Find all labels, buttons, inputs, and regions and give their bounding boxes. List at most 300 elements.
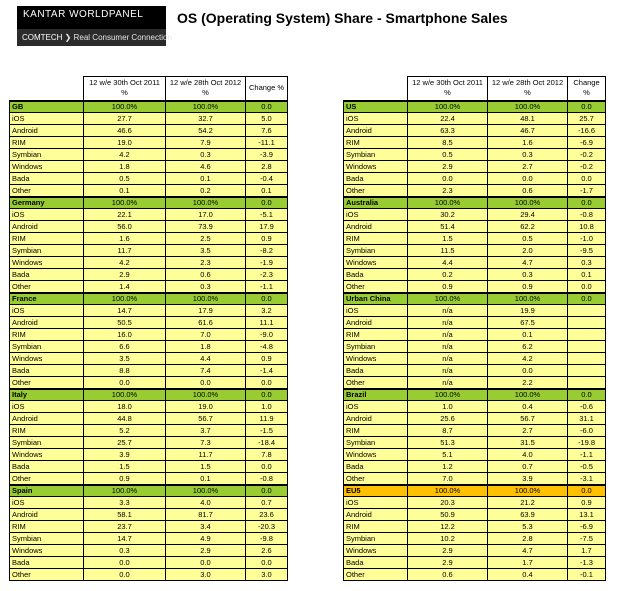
value-cell: 1.5 bbox=[408, 233, 488, 245]
value-cell: -0.2 bbox=[568, 161, 606, 173]
os-name-cell: Bada bbox=[344, 269, 408, 281]
value-cell: 22.4 bbox=[408, 113, 488, 125]
region-total-cell: 0.0 bbox=[568, 101, 606, 113]
os-name-cell: Windows bbox=[344, 545, 408, 557]
table-row bbox=[344, 497, 606, 509]
value-cell: 0.5 bbox=[408, 149, 488, 161]
value-cell: 2.8 bbox=[246, 161, 288, 173]
value-cell: 14.7 bbox=[84, 533, 166, 545]
os-name-cell: Android bbox=[10, 125, 84, 137]
value-cell: -1.9 bbox=[246, 257, 288, 269]
region-total-cell: 0.0 bbox=[568, 293, 606, 305]
value-cell: 3.5 bbox=[84, 353, 166, 365]
table-row bbox=[344, 413, 606, 425]
region-total-row bbox=[344, 197, 606, 209]
value-cell: 0.7 bbox=[488, 461, 568, 473]
os-name-cell: RIM bbox=[344, 329, 408, 341]
value-cell: 1.7 bbox=[568, 545, 606, 557]
value-cell: 6.2 bbox=[488, 341, 568, 353]
value-cell: 48.1 bbox=[488, 113, 568, 125]
os-name-cell: Symbian bbox=[344, 437, 408, 449]
value-cell: 0.9 bbox=[84, 473, 166, 485]
value-cell: -0.4 bbox=[246, 173, 288, 185]
region-total-cell: 100.0% bbox=[84, 101, 166, 113]
value-cell: -0.8 bbox=[246, 473, 288, 485]
table-header-row bbox=[10, 77, 288, 101]
value-cell: 22.1 bbox=[84, 209, 166, 221]
table-row bbox=[344, 365, 606, 377]
value-cell: -11.1 bbox=[246, 137, 288, 149]
logo-comtech: COMTECH bbox=[22, 33, 63, 42]
value-cell: 4.4 bbox=[408, 257, 488, 269]
table-row bbox=[344, 377, 606, 389]
region-total-row bbox=[10, 197, 288, 209]
header-col1: 12 w/e 30th Oct 2011 % bbox=[408, 77, 488, 101]
table-row bbox=[10, 365, 288, 377]
value-cell: 4.2 bbox=[488, 353, 568, 365]
value-cell: 0.0 bbox=[488, 365, 568, 377]
value-cell: 0.0 bbox=[84, 557, 166, 569]
value-cell: -1.1 bbox=[246, 281, 288, 293]
value-cell: 46.6 bbox=[84, 125, 166, 137]
table-row bbox=[10, 161, 288, 173]
value-cell: 0.3 bbox=[488, 149, 568, 161]
kantar-logo bbox=[17, 6, 172, 46]
region-total-cell: 100.0% bbox=[488, 101, 568, 113]
region-name: Australia bbox=[344, 197, 408, 209]
value-cell: -1.4 bbox=[246, 365, 288, 377]
table-row bbox=[10, 449, 288, 461]
value-cell: 54.2 bbox=[166, 125, 246, 137]
value-cell: 1.5 bbox=[166, 461, 246, 473]
value-cell: -9.5 bbox=[568, 245, 606, 257]
os-name-cell: Windows bbox=[10, 449, 84, 461]
value-cell: 11.1 bbox=[246, 317, 288, 329]
value-cell: 19.0 bbox=[166, 401, 246, 413]
value-cell: n/a bbox=[408, 365, 488, 377]
os-name-cell: RIM bbox=[10, 137, 84, 149]
region-total-cell: 100.0% bbox=[166, 101, 246, 113]
table-row bbox=[10, 569, 288, 581]
header-col3: Change % bbox=[246, 77, 288, 101]
right-share-table bbox=[343, 76, 606, 581]
table-row bbox=[10, 209, 288, 221]
value-cell: -0.8 bbox=[568, 209, 606, 221]
table-row bbox=[10, 137, 288, 149]
os-name-cell: RIM bbox=[344, 137, 408, 149]
region-total-cell: 100.0% bbox=[408, 197, 488, 209]
value-cell: 27.7 bbox=[84, 113, 166, 125]
header-col1: 12 w/e 30th Oct 2011 % bbox=[84, 77, 166, 101]
region-name: France bbox=[10, 293, 84, 305]
region-total-row bbox=[344, 101, 606, 113]
table-row bbox=[344, 173, 606, 185]
table-row bbox=[10, 425, 288, 437]
value-cell: 4.9 bbox=[166, 533, 246, 545]
value-cell bbox=[568, 377, 606, 389]
value-cell: 4.7 bbox=[488, 257, 568, 269]
os-name-cell: RIM bbox=[10, 521, 84, 533]
table-row bbox=[344, 317, 606, 329]
table-row bbox=[344, 245, 606, 257]
value-cell: 2.9 bbox=[84, 269, 166, 281]
header-col2: 12 w/e 28th Oct 2012 % bbox=[166, 77, 246, 101]
value-cell: 0.0 bbox=[166, 557, 246, 569]
region-total-cell: 100.0% bbox=[166, 197, 246, 209]
os-name-cell: iOS bbox=[10, 497, 84, 509]
value-cell: -6.9 bbox=[568, 137, 606, 149]
region-name: Italy bbox=[10, 389, 84, 401]
region-total-cell: 100.0% bbox=[488, 485, 568, 497]
region-total-cell: 0.0 bbox=[246, 389, 288, 401]
value-cell: 3.0 bbox=[246, 569, 288, 581]
os-name-cell: Bada bbox=[10, 269, 84, 281]
value-cell: 11.7 bbox=[84, 245, 166, 257]
value-cell: 7.4 bbox=[166, 365, 246, 377]
value-cell: 0.3 bbox=[166, 149, 246, 161]
value-cell: 5.3 bbox=[488, 521, 568, 533]
table-row bbox=[10, 305, 288, 317]
value-cell: -3.9 bbox=[246, 149, 288, 161]
header-blank bbox=[10, 77, 84, 101]
table-row bbox=[344, 353, 606, 365]
os-name-cell: RIM bbox=[10, 233, 84, 245]
value-cell: -1.5 bbox=[246, 425, 288, 437]
table-row bbox=[10, 245, 288, 257]
value-cell: 62.2 bbox=[488, 221, 568, 233]
value-cell bbox=[568, 365, 606, 377]
value-cell: 2.9 bbox=[408, 545, 488, 557]
value-cell: 0.0 bbox=[408, 173, 488, 185]
value-cell: 56.7 bbox=[166, 413, 246, 425]
os-name-cell: iOS bbox=[10, 401, 84, 413]
value-cell: 1.7 bbox=[488, 557, 568, 569]
value-cell: 0.3 bbox=[568, 257, 606, 269]
value-cell: 3.3 bbox=[84, 497, 166, 509]
region-total-cell: 0.0 bbox=[246, 485, 288, 497]
table-row bbox=[344, 305, 606, 317]
value-cell: 16.0 bbox=[84, 329, 166, 341]
region-name: Urban China bbox=[344, 293, 408, 305]
os-name-cell: Symbian bbox=[10, 245, 84, 257]
value-cell: 0.5 bbox=[84, 173, 166, 185]
value-cell: 0.6 bbox=[408, 569, 488, 581]
value-cell: 4.6 bbox=[166, 161, 246, 173]
value-cell: 0.0 bbox=[488, 173, 568, 185]
os-name-cell: Other bbox=[344, 185, 408, 197]
os-name-cell: Android bbox=[10, 509, 84, 521]
value-cell: 0.0 bbox=[568, 173, 606, 185]
value-cell: -5.1 bbox=[246, 209, 288, 221]
value-cell: -8.2 bbox=[246, 245, 288, 257]
region-total-cell: 0.0 bbox=[246, 101, 288, 113]
os-name-cell: RIM bbox=[10, 329, 84, 341]
value-cell: 3.5 bbox=[166, 245, 246, 257]
value-cell: 5.2 bbox=[84, 425, 166, 437]
table-row bbox=[10, 545, 288, 557]
os-name-cell: Android bbox=[10, 317, 84, 329]
region-total-cell: 0.0 bbox=[246, 293, 288, 305]
value-cell: -0.2 bbox=[568, 149, 606, 161]
os-name-cell: Bada bbox=[344, 461, 408, 473]
value-cell: -9.8 bbox=[246, 533, 288, 545]
value-cell: 0.1 bbox=[84, 185, 166, 197]
table-row bbox=[10, 521, 288, 533]
value-cell: 3.7 bbox=[166, 425, 246, 437]
header-col3: Change % bbox=[568, 77, 606, 101]
value-cell: 1.0 bbox=[246, 401, 288, 413]
value-cell: 0.2 bbox=[166, 185, 246, 197]
table-row bbox=[10, 497, 288, 509]
os-name-cell: Symbian bbox=[10, 149, 84, 161]
table-row bbox=[344, 329, 606, 341]
table-row bbox=[10, 149, 288, 161]
table-row bbox=[344, 209, 606, 221]
value-cell: 2.8 bbox=[488, 533, 568, 545]
value-cell: n/a bbox=[408, 353, 488, 365]
table-row bbox=[344, 401, 606, 413]
os-name-cell: Other bbox=[344, 473, 408, 485]
region-total-cell: 0.0 bbox=[246, 197, 288, 209]
os-name-cell: iOS bbox=[10, 209, 84, 221]
value-cell: 2.7 bbox=[488, 425, 568, 437]
table-row bbox=[344, 557, 606, 569]
value-cell: 0.5 bbox=[488, 233, 568, 245]
os-name-cell: Symbian bbox=[344, 245, 408, 257]
region-name: GB bbox=[10, 101, 84, 113]
table-row bbox=[344, 533, 606, 545]
region-total-cell: 100.0% bbox=[408, 101, 488, 113]
os-name-cell: iOS bbox=[344, 401, 408, 413]
table-row bbox=[10, 401, 288, 413]
value-cell: 29.4 bbox=[488, 209, 568, 221]
page-title: OS (Operating System) Share - Smartphone Sales bbox=[177, 10, 508, 26]
os-name-cell: Other bbox=[10, 185, 84, 197]
value-cell bbox=[568, 353, 606, 365]
logo-tagline-bar: COMTECH ❯ Real Consumer Connection bbox=[17, 29, 166, 46]
value-cell: 2.0 bbox=[488, 245, 568, 257]
value-cell: 7.9 bbox=[166, 137, 246, 149]
table-row bbox=[10, 185, 288, 197]
value-cell: 0.3 bbox=[488, 269, 568, 281]
region-total-cell: 100.0% bbox=[166, 293, 246, 305]
value-cell: 4.2 bbox=[84, 257, 166, 269]
os-name-cell: Other bbox=[10, 473, 84, 485]
value-cell: 58.1 bbox=[84, 509, 166, 521]
table-row bbox=[10, 113, 288, 125]
value-cell: 0.1 bbox=[166, 473, 246, 485]
value-cell: 73.9 bbox=[166, 221, 246, 233]
value-cell: 2.5 bbox=[166, 233, 246, 245]
value-cell: n/a bbox=[408, 377, 488, 389]
value-cell: -6.9 bbox=[568, 521, 606, 533]
value-cell: 8.5 bbox=[408, 137, 488, 149]
value-cell: 0.4 bbox=[488, 569, 568, 581]
os-name-cell: Windows bbox=[10, 353, 84, 365]
value-cell: 19.0 bbox=[84, 137, 166, 149]
value-cell: 17.0 bbox=[166, 209, 246, 221]
value-cell: -16.6 bbox=[568, 125, 606, 137]
value-cell: 7.0 bbox=[408, 473, 488, 485]
table-row bbox=[10, 377, 288, 389]
value-cell: 14.7 bbox=[84, 305, 166, 317]
value-cell: 46.7 bbox=[488, 125, 568, 137]
table-row bbox=[344, 281, 606, 293]
value-cell: 51.3 bbox=[408, 437, 488, 449]
value-cell: 2.9 bbox=[166, 545, 246, 557]
value-cell: 4.0 bbox=[166, 497, 246, 509]
value-cell bbox=[568, 317, 606, 329]
os-name-cell: iOS bbox=[10, 113, 84, 125]
value-cell: 2.3 bbox=[166, 257, 246, 269]
value-cell: 30.2 bbox=[408, 209, 488, 221]
value-cell: -0.1 bbox=[568, 569, 606, 581]
region-total-cell: 100.0% bbox=[408, 389, 488, 401]
value-cell: 4.0 bbox=[488, 449, 568, 461]
os-name-cell: iOS bbox=[344, 209, 408, 221]
value-cell bbox=[568, 329, 606, 341]
value-cell: 18.0 bbox=[84, 401, 166, 413]
region-total-row bbox=[344, 293, 606, 305]
table-row bbox=[344, 545, 606, 557]
value-cell: 1.4 bbox=[84, 281, 166, 293]
os-name-cell: Other bbox=[10, 569, 84, 581]
value-cell: 8.8 bbox=[84, 365, 166, 377]
os-name-cell: Android bbox=[344, 221, 408, 233]
table-row bbox=[10, 281, 288, 293]
value-cell: 2.2 bbox=[488, 377, 568, 389]
os-name-cell: Windows bbox=[344, 353, 408, 365]
value-cell: 4.2 bbox=[84, 149, 166, 161]
value-cell: -1.3 bbox=[568, 557, 606, 569]
value-cell: 0.0 bbox=[166, 377, 246, 389]
table-row bbox=[10, 437, 288, 449]
table-row bbox=[344, 521, 606, 533]
table-row bbox=[344, 509, 606, 521]
os-name-cell: Windows bbox=[10, 545, 84, 557]
value-cell: 19.9 bbox=[488, 305, 568, 317]
value-cell: -20.3 bbox=[246, 521, 288, 533]
value-cell: 56.0 bbox=[84, 221, 166, 233]
os-name-cell: Symbian bbox=[10, 533, 84, 545]
region-total-row bbox=[10, 485, 288, 497]
os-name-cell: Other bbox=[344, 569, 408, 581]
value-cell: n/a bbox=[408, 305, 488, 317]
value-cell: 0.9 bbox=[488, 281, 568, 293]
region-total-cell: 100.0% bbox=[84, 389, 166, 401]
table-header-row bbox=[344, 77, 606, 101]
os-name-cell: Windows bbox=[344, 257, 408, 269]
os-name-cell: Bada bbox=[344, 173, 408, 185]
region-total-row bbox=[10, 293, 288, 305]
value-cell: 1.6 bbox=[488, 137, 568, 149]
value-cell: 5.0 bbox=[246, 113, 288, 125]
header-blank bbox=[344, 77, 408, 101]
os-name-cell: Android bbox=[344, 125, 408, 137]
os-name-cell: Android bbox=[10, 413, 84, 425]
value-cell: 50.5 bbox=[84, 317, 166, 329]
table-row bbox=[344, 341, 606, 353]
value-cell: -7.5 bbox=[568, 533, 606, 545]
value-cell: 0.0 bbox=[246, 557, 288, 569]
value-cell: 7.8 bbox=[246, 449, 288, 461]
table-row bbox=[344, 137, 606, 149]
value-cell: -3.1 bbox=[568, 473, 606, 485]
region-total-cell: 100.0% bbox=[488, 293, 568, 305]
table-row bbox=[10, 341, 288, 353]
table-row bbox=[10, 461, 288, 473]
os-name-cell: Android bbox=[10, 221, 84, 233]
table-row bbox=[344, 449, 606, 461]
value-cell: 67.5 bbox=[488, 317, 568, 329]
value-cell: 31.5 bbox=[488, 437, 568, 449]
region-total-cell: 100.0% bbox=[488, 197, 568, 209]
value-cell bbox=[568, 305, 606, 317]
left-table-body bbox=[10, 101, 288, 581]
table-row bbox=[344, 437, 606, 449]
value-cell: 0.1 bbox=[166, 173, 246, 185]
value-cell: 0.6 bbox=[166, 269, 246, 281]
value-cell: -18.4 bbox=[246, 437, 288, 449]
value-cell: 4.7 bbox=[488, 545, 568, 557]
value-cell: -1.7 bbox=[568, 185, 606, 197]
table-row bbox=[10, 509, 288, 521]
region-total-row bbox=[10, 101, 288, 113]
value-cell: 11.7 bbox=[166, 449, 246, 461]
value-cell: 56.7 bbox=[488, 413, 568, 425]
value-cell: 0.9 bbox=[246, 233, 288, 245]
value-cell: 11.5 bbox=[408, 245, 488, 257]
table-row bbox=[10, 317, 288, 329]
table-row bbox=[10, 353, 288, 365]
value-cell: n/a bbox=[408, 317, 488, 329]
os-name-cell: Bada bbox=[10, 173, 84, 185]
value-cell: 5.1 bbox=[408, 449, 488, 461]
value-cell: -2.3 bbox=[246, 269, 288, 281]
value-cell: 1.2 bbox=[408, 461, 488, 473]
value-cell: n/a bbox=[408, 329, 488, 341]
os-name-cell: Other bbox=[344, 281, 408, 293]
os-name-cell: Bada bbox=[10, 365, 84, 377]
value-cell: 10.2 bbox=[408, 533, 488, 545]
value-cell: 2.7 bbox=[488, 161, 568, 173]
value-cell: 23.7 bbox=[84, 521, 166, 533]
value-cell: 0.6 bbox=[488, 185, 568, 197]
logo-brand-line: KANTAR WORLDPANEL bbox=[23, 9, 144, 20]
table-row bbox=[344, 473, 606, 485]
right-table-body bbox=[344, 101, 606, 581]
table-row bbox=[10, 533, 288, 545]
os-name-cell: RIM bbox=[344, 425, 408, 437]
os-name-cell: Bada bbox=[10, 557, 84, 569]
value-cell: 25.7 bbox=[84, 437, 166, 449]
os-name-cell: Windows bbox=[10, 161, 84, 173]
value-cell: 25.6 bbox=[408, 413, 488, 425]
region-total-cell: 100.0% bbox=[84, 197, 166, 209]
value-cell: 6.6 bbox=[84, 341, 166, 353]
header-col2: 12 w/e 28th Oct 2012 % bbox=[488, 77, 568, 101]
os-name-cell: Symbian bbox=[10, 437, 84, 449]
os-name-cell: Symbian bbox=[344, 533, 408, 545]
value-cell: 3.0 bbox=[166, 569, 246, 581]
table-row bbox=[344, 257, 606, 269]
table-row bbox=[344, 161, 606, 173]
region-name: Brazil bbox=[344, 389, 408, 401]
value-cell: 44.8 bbox=[84, 413, 166, 425]
value-cell: 0.3 bbox=[84, 545, 166, 557]
os-name-cell: Bada bbox=[344, 365, 408, 377]
region-total-cell: 100.0% bbox=[84, 485, 166, 497]
